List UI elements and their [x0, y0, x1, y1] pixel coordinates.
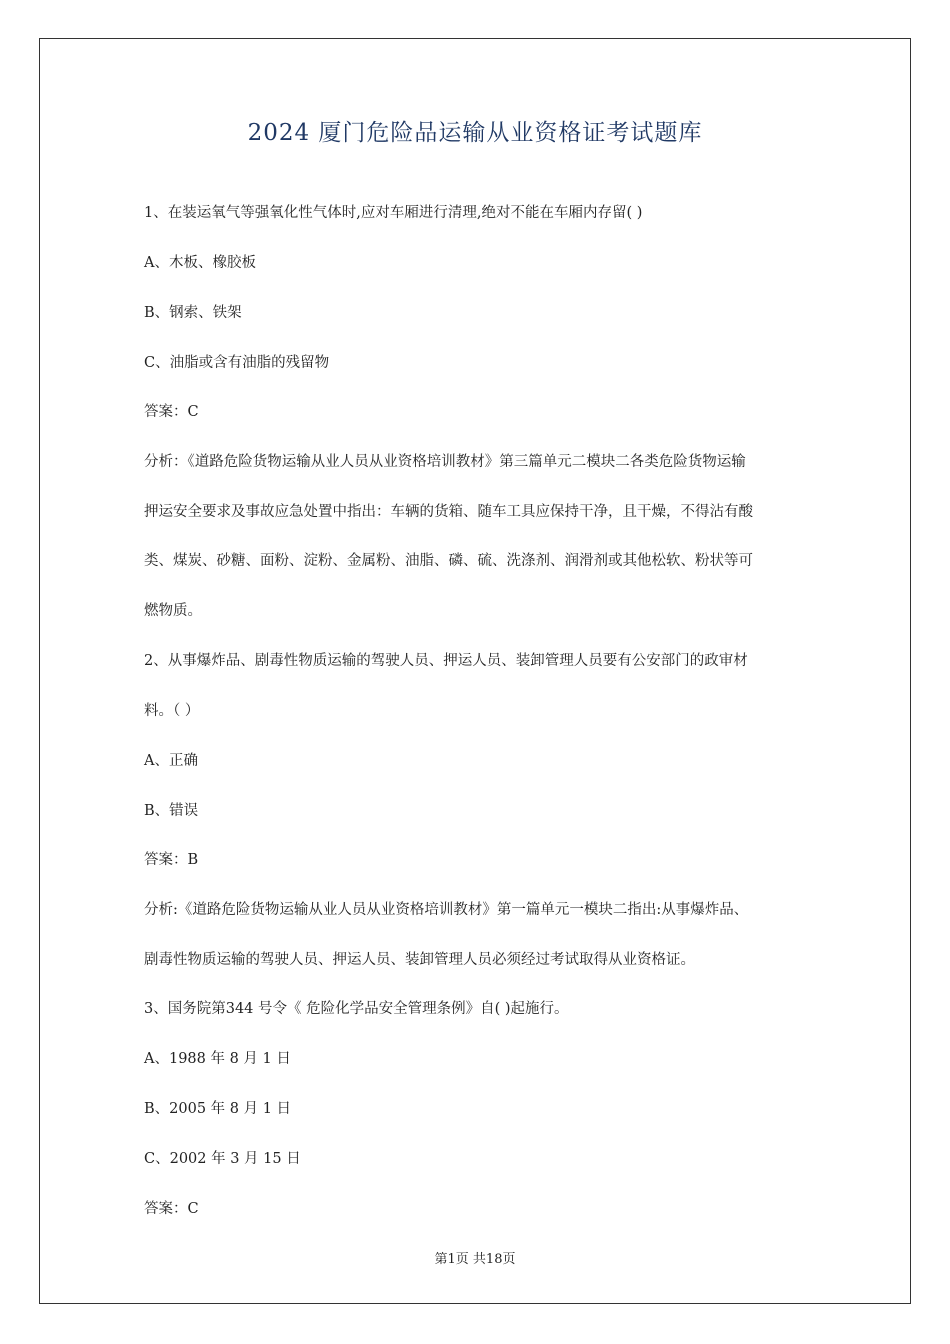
- question-1: 1、在装运氧气等强氧化性气体时,应对车厢进行清理,绝对不能在车厢内存留( ): [144, 205, 643, 221]
- q1-option-c: C、油脂或含有油脂的残留物: [144, 355, 330, 371]
- q2-analysis-line-2: 剧毒性物质运输的驾驶人员、押运人员、装卸管理人员必须经过考试取得从业资格证。: [144, 952, 695, 968]
- q2-option-a: A、正确: [144, 753, 198, 769]
- q2-analysis-line-1: 分析:《道路危险货物运输从业人员从业资格培训教材》第一篇单元一模块二指出:从事爆炸品、: [144, 902, 749, 918]
- q1-analysis-line-1: 分析：《道路危险货物运输从业人员从业资格培训教材》第三篇单元二模块二各类危险货物运输: [144, 454, 746, 470]
- q1-analysis-line-2: 押运安全要求及事故应急处置中指出：车辆的货箱、随车工具应保持干净，且干燥，不得沾有酸: [144, 504, 753, 520]
- question-2-line-1: 2、从事爆炸品、剧毒性物质运输的驾驶人员、押运人员、装卸管理人员要有公安部门的政审材: [144, 653, 748, 669]
- q3-option-b: B、2005 年 8 月 1 日: [144, 1101, 292, 1117]
- q3-option-c: C、2002 年 3 月 15 日: [144, 1151, 301, 1167]
- q3-answer: 答案：C: [144, 1201, 199, 1217]
- q1-analysis-line-4: 燃物质。: [144, 603, 202, 619]
- q1-option-b: B、钢索、铁架: [144, 305, 242, 321]
- q1-analysis-line-3: 类、煤炭、砂糖、面粉、淀粉、金属粉、油脂、磷、硫、洗涤剂、润滑剂或其他松软、粉状等可: [144, 553, 753, 569]
- q3-option-a: A、1988 年 8 月 1 日: [144, 1051, 291, 1067]
- q1-option-a: A、木板、橡胶板: [144, 255, 256, 271]
- q2-option-b: B、错误: [144, 803, 199, 819]
- q2-answer: 答案：B: [144, 852, 199, 868]
- page-number-footer: 第1页 共18页: [434, 1252, 516, 1267]
- question-3: 3、国务院第344 号令《 危险化学品安全管理条例》自( )起施行。: [144, 1001, 569, 1017]
- q1-answer: 答案：C: [144, 404, 199, 420]
- question-2-line-2: 料。（ ）: [144, 703, 200, 719]
- document-title: 2024 厦门危险品运输从业资格证考试题库: [247, 120, 703, 146]
